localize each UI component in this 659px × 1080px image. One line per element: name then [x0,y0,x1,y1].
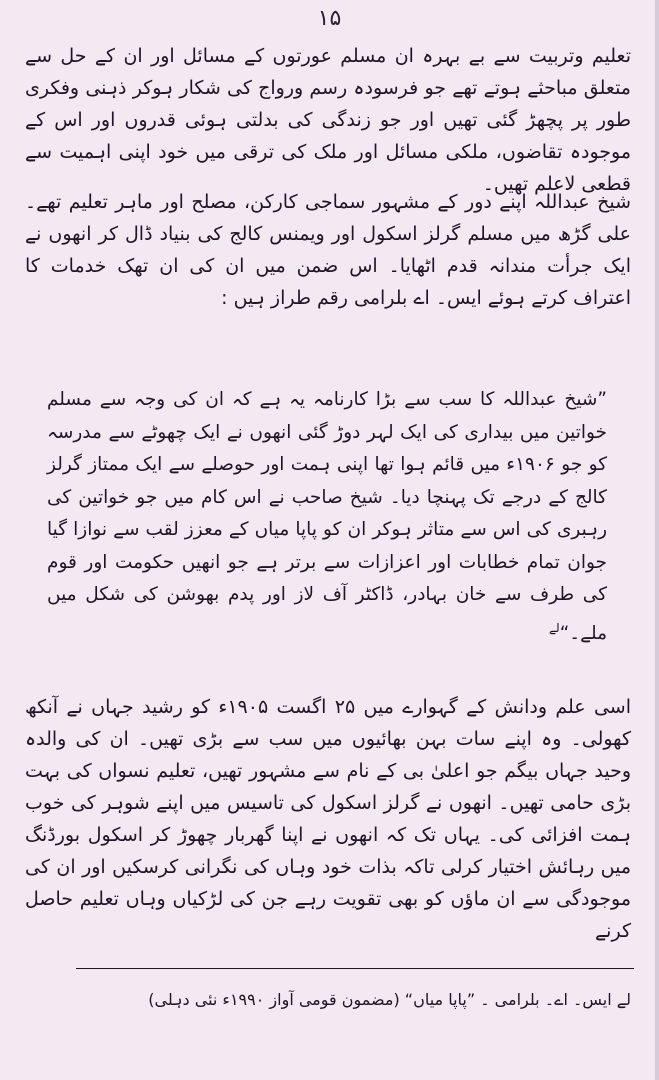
footnote-text: ایس۔ اے۔ بلرامی ۔ ”پاپا میاں“ (مضمون قومی آواز ۱۹۹۰ء نئی دہلی) [148,990,612,1009]
footnote [25,986,631,1014]
page-number: ۱۵ [317,6,342,31]
footnote-divider [76,968,634,969]
paragraph-3-text: اسی علم ودانش کے گہوارے میں ۲۵ اگست ۱۹۰۵ء کو رشید جہاں نے آنکھ کھولی۔ وہ اپنے سات بہن بھائیوں میں سب سے بڑی تھیں۔ ان کی والدہ وحید جہاں بیگم جو اعلیٰ بی کے نام سے مشہور تھیں، تعلیم نسواں کی بہت بڑی حامی تھیں۔ انھوں نے گرلز اسکول کی تاسیس میں اپنے شوہر کی خوب ہمت افزائی کی۔ یہاں تک کہ انھوں نے اپنا گھربار چھوڑ کر اسکول بورڈنگ میں رہائش اختیار کرلی تاکہ بذات خود وہاں کی نگرانی کرسکیں اور ان کی موجودگی سے ان ماؤں کو بھی تقویت رہے جن کی لڑکیاں وہاں تعلیم حاصل کرنے [25,696,632,942]
paragraph-2 [25,186,631,314]
quote-paragraph [47,384,607,650]
block-quote [47,384,607,650]
paragraph-2-text: شیخ عبداللہ اپنے دور کے مشہور سماجی کارکن، مصلح اور ماہر تعلیم تھے۔ علی گڑھ میں مسلم گرلز اسکول اور ویمنس کالج کی بنیاد ڈال کر انھوں نے ایک جرأت مندانہ قدم اٹھایا۔ اس ضمن میں ان کی ان تھک خدمات کا اعتراف کرتے ہوئے ایس۔ اے بلرامی رقم طراز ہیں : [25,191,631,309]
quote-footnote-mark: لے [549,620,560,635]
paragraph-1-text: تعلیم وتربیت سے بے بہرہ ان مسلم عورتوں کے مسائل اور ان کے حل سے متعلق مباحثے ہوتے تھے جو فرسودہ رسم ورواج کی شکار ہوکر ذہنی وفکری طور پر پچھڑ گئی تھیں اور جو زندگی کی بدلتی ہوئی قدروں اور اس کے موجودہ تقاضوں، ملکی مسائل اور ملک کی ترقی میں خود اپنی اہمیت سے قطعی لاعلم تھیں۔ [25,45,631,195]
quote-text: ”شیخ عبداللہ کا سب سے بڑا کارنامہ یہ ہے کہ ان کی وجہ سے مسلم خواتین میں بیداری کی ایک لہر دوڑ گئی انھوں نے ایک چھوٹے سے مدرسہ کو جو ۱۹۰۶ء میں قائم ہوا تھا اپنی ہمت اور حوصلے سے ایک ممتاز گرلز کالج کے درجے تک پہنچا دیا۔ شیخ صاحب نے اس کام میں جو خواتین کی رہبری کی اس سے متاثر ہوکر ان کو پاپا میاں کے معزز لقب سے نوازا گیا جوان تمام خطابات اور اعزازات سے برتر ہے جو انھیں حکومت اور قوم کی طرف سے خان بہادر، ڈاکٹر آف لاز اور پدم بھوشن کی شکل میں ملے۔“ [47,389,607,644]
footnote-mark: لے [616,990,631,1009]
page-edge [655,0,659,1080]
paragraph-1 [25,40,631,200]
paragraph-3 [25,691,631,947]
